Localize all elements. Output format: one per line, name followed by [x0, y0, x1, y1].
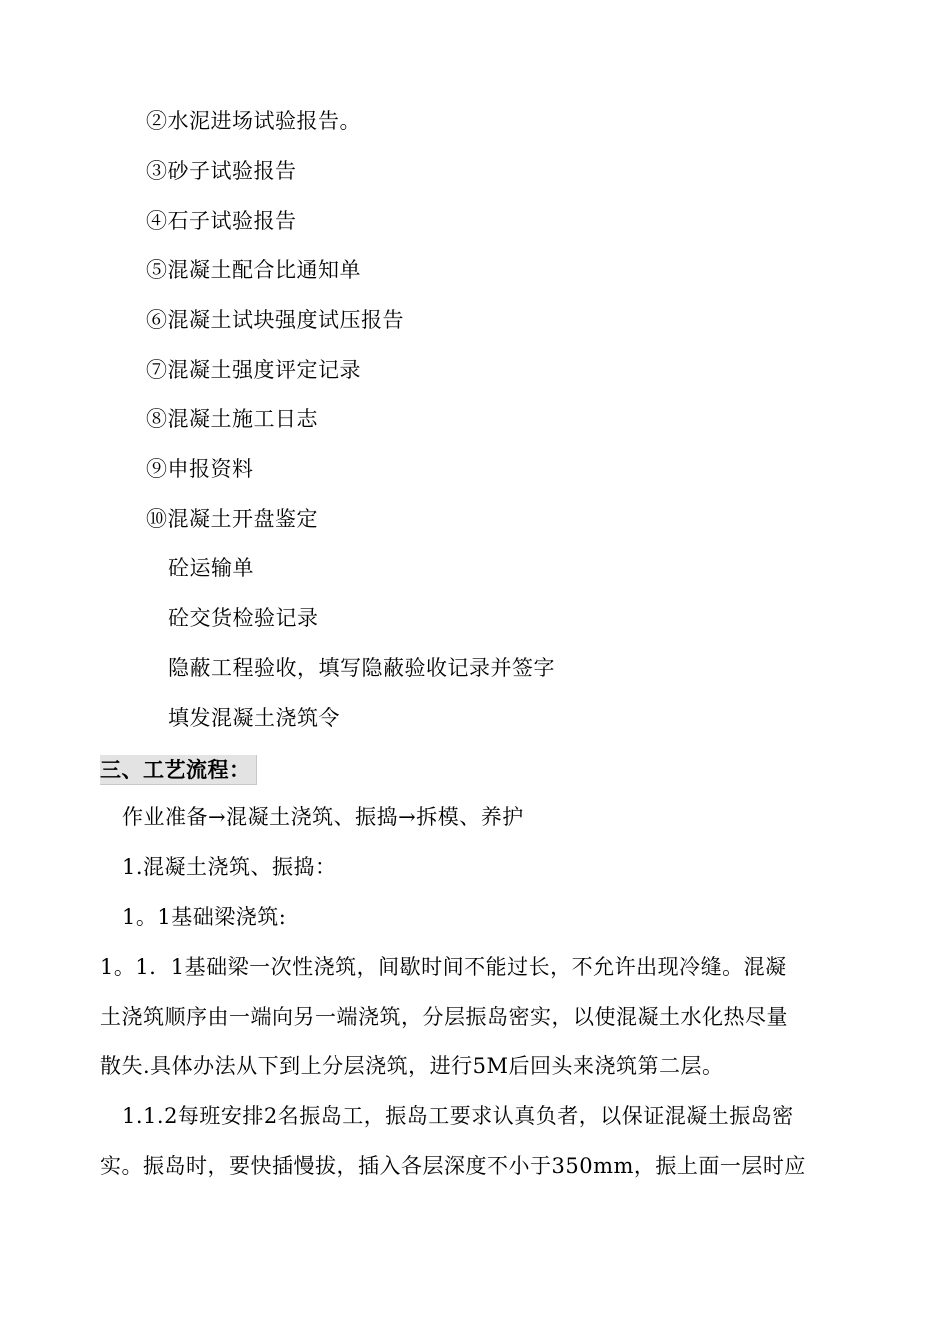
process-flow: 作业准备→混凝土浇筑、振捣→拆模、养护: [122, 805, 524, 829]
paragraph-2-line: 1.1.2每班安排2名振岛工，振岛工要求认真负者，以保证混凝土振岛密: [122, 1104, 794, 1128]
list-item-9: ⑨申报资料: [146, 457, 254, 481]
sub-item-hidden-works: 隐蔽工程验收，填写隐蔽验收记录并签字: [168, 656, 555, 680]
sub-item-transport: 砼运输单: [168, 556, 254, 580]
list-item-4: ④石子试验报告: [146, 209, 297, 233]
list-item-7: ⑦混凝土强度评定记录: [146, 358, 361, 382]
sub-item-pour-order: 填发混凝土浇筑令: [168, 706, 340, 730]
paragraph-1-line: 散失.具体办法从下到上分层浇筑，进行5M后回头来浇筑第二层。: [100, 1054, 724, 1078]
subsection-1-title: 1.混凝土浇筑、振捣：: [122, 855, 337, 879]
section-heading: 三、工艺流程：: [100, 755, 257, 785]
list-item-8: ⑧混凝土施工日志: [146, 407, 318, 431]
paragraph-1-line: 1。1．1基础梁一次性浇筑，间歇时间不能过长，不允许出现冷缝。混凝: [100, 955, 787, 979]
sub-item-delivery: 砼交货检验记录: [168, 606, 319, 630]
list-item-2: ②水泥进场试验报告。: [146, 109, 361, 133]
list-item-3: ③砂子试验报告: [146, 159, 297, 183]
list-item-5: ⑤混凝土配合比通知单: [146, 258, 361, 282]
subsection-1-1-title: 1。1基础梁浇筑:: [122, 905, 287, 929]
list-item-10: ⑩混凝土开盘鉴定: [146, 507, 318, 531]
list-item-6: ⑥混凝土试块强度试压报告: [146, 308, 404, 332]
paragraph-2-line: 实。振岛时，要快插慢拔，插入各层深度不小于350mm，振上面一层时应: [100, 1154, 806, 1178]
paragraph-1-line: 土浇筑顺序由一端向另一端浇筑，分层振岛密实，以使混凝土水化热尽量: [100, 1005, 788, 1029]
